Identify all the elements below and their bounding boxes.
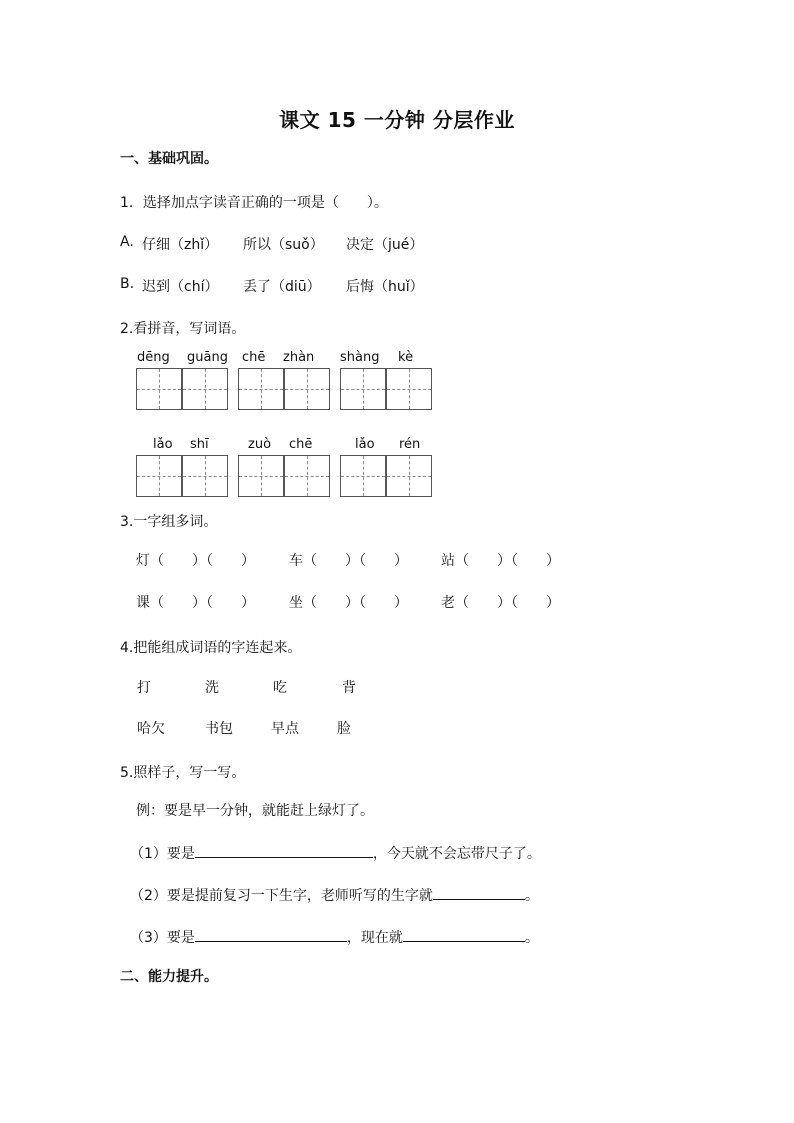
match-bottom-item[interactable]: 脸 (337, 721, 351, 737)
pinyin: guāng (187, 350, 228, 365)
answer-blank[interactable] (195, 927, 347, 942)
base-char: 坐 (289, 595, 303, 611)
answer-paren[interactable]: （ ） (455, 553, 511, 569)
question-4-stem: 4.把能组成词语的字连起来。 (120, 640, 302, 656)
answer-paren[interactable]: （ ） (455, 595, 511, 611)
answer-paren[interactable]: （ ） (359, 595, 408, 611)
sentence-text: 。 (524, 888, 539, 904)
writing-box[interactable] (386, 455, 432, 497)
answer-paren[interactable]: （ ） (206, 595, 255, 611)
section-heading-basic: 一、基础巩固。 (120, 151, 218, 167)
option-item: 所以（suǒ） (243, 237, 324, 253)
pinyin: zuò (248, 437, 272, 452)
match-bottom-item[interactable]: 哈欠 (137, 721, 165, 737)
option-letter: A. (120, 234, 134, 250)
page-title: 课文 15 一分钟 分层作业 (279, 108, 515, 132)
word-group-row-1 (136, 550, 560, 570)
writing-box[interactable] (340, 368, 386, 410)
example-sentence: 例：要是早一分钟，就能赶上绿灯了。 (136, 803, 374, 819)
writing-box[interactable] (284, 368, 330, 410)
option-letter: B. (120, 276, 135, 292)
writing-box[interactable] (182, 455, 228, 497)
match-bottom-item[interactable]: 书包 (205, 721, 233, 737)
answer-paren[interactable]: （ ） (511, 595, 560, 611)
match-top-item[interactable]: 打 (137, 680, 151, 696)
answer-paren[interactable]: （ ） (511, 553, 560, 569)
item-number: （2） (130, 888, 167, 904)
sentence-text: 要是 (166, 930, 195, 946)
answer-paren[interactable]: （ ） (303, 553, 359, 569)
sentence-item-2 (130, 885, 539, 905)
answer-paren[interactable]: （ ） (150, 553, 206, 569)
writing-box[interactable] (238, 455, 284, 497)
question-5-stem: 5.照样子，写一写。 (120, 765, 246, 781)
answer-paren[interactable]: （ ） (150, 595, 206, 611)
option-item: 决定（jué） (346, 237, 424, 253)
base-char: 老 (441, 595, 455, 611)
sentence-text: ，今天就不会忘带尺子了。 (372, 846, 541, 862)
pinyin: rén (399, 437, 421, 452)
sentence-item-3 (130, 927, 539, 947)
base-char: 站 (441, 553, 455, 569)
sentence-text: 要是 (166, 846, 195, 862)
match-top-item[interactable]: 洗 (205, 680, 219, 696)
pinyin: kè (398, 350, 414, 365)
answer-paren[interactable]: （ ） (359, 553, 408, 569)
pinyin: shī (190, 437, 209, 452)
item-number: （1） (130, 846, 167, 862)
word-group-row-2 (136, 592, 560, 612)
pinyin: zhàn (283, 350, 315, 365)
sentence-text: 。 (524, 930, 539, 946)
writing-box[interactable] (284, 455, 330, 497)
question-1-option-a (120, 234, 424, 253)
answer-paren[interactable]: （ ） (206, 553, 255, 569)
match-top-item[interactable]: 背 (342, 680, 356, 696)
option-item: 迟到（chí） (142, 279, 219, 295)
match-bottom-item[interactable]: 早点 (271, 721, 299, 737)
question-1-stem: 1．选择加点字读音正确的一项是（ ）。 (120, 195, 388, 211)
answer-paren[interactable]: （ ） (303, 595, 359, 611)
match-top-item[interactable]: 吃 (273, 680, 287, 696)
writing-box[interactable] (238, 368, 284, 410)
sentence-item-1 (130, 843, 541, 863)
option-item: 仔细（zhǐ） (142, 237, 219, 253)
item-number: （3） (130, 930, 167, 946)
writing-box[interactable] (340, 455, 386, 497)
question-3-stem: 3.一字组多词。 (120, 514, 218, 530)
pinyin: lǎo (355, 437, 375, 452)
option-item: 丢了（diū） (243, 279, 321, 295)
writing-box[interactable] (136, 368, 182, 410)
sentence-text: 要是提前复习一下生字，老师听写的生字就 (166, 888, 433, 904)
base-char: 灯 (136, 553, 150, 569)
section-heading-advanced: 二、能力提升。 (120, 969, 218, 985)
sentence-text: ，现在就 (346, 930, 403, 946)
pinyin: shàng (340, 350, 380, 365)
answer-blank[interactable] (403, 927, 525, 942)
pinyin: dēng (137, 350, 170, 365)
question-1-option-b (120, 276, 424, 295)
writing-box[interactable] (386, 368, 432, 410)
base-char: 车 (289, 553, 303, 569)
writing-box[interactable] (136, 455, 182, 497)
pinyin: chē (289, 437, 313, 452)
answer-blank[interactable] (433, 885, 525, 900)
base-char: 课 (136, 595, 150, 611)
pinyin: lǎo (153, 437, 173, 452)
question-2-stem: 2.看拼音，写词语。 (120, 321, 246, 337)
answer-blank[interactable] (195, 843, 373, 858)
option-item: 后悔（huǐ） (346, 279, 424, 295)
writing-box[interactable] (182, 368, 228, 410)
pinyin: chē (242, 350, 266, 365)
